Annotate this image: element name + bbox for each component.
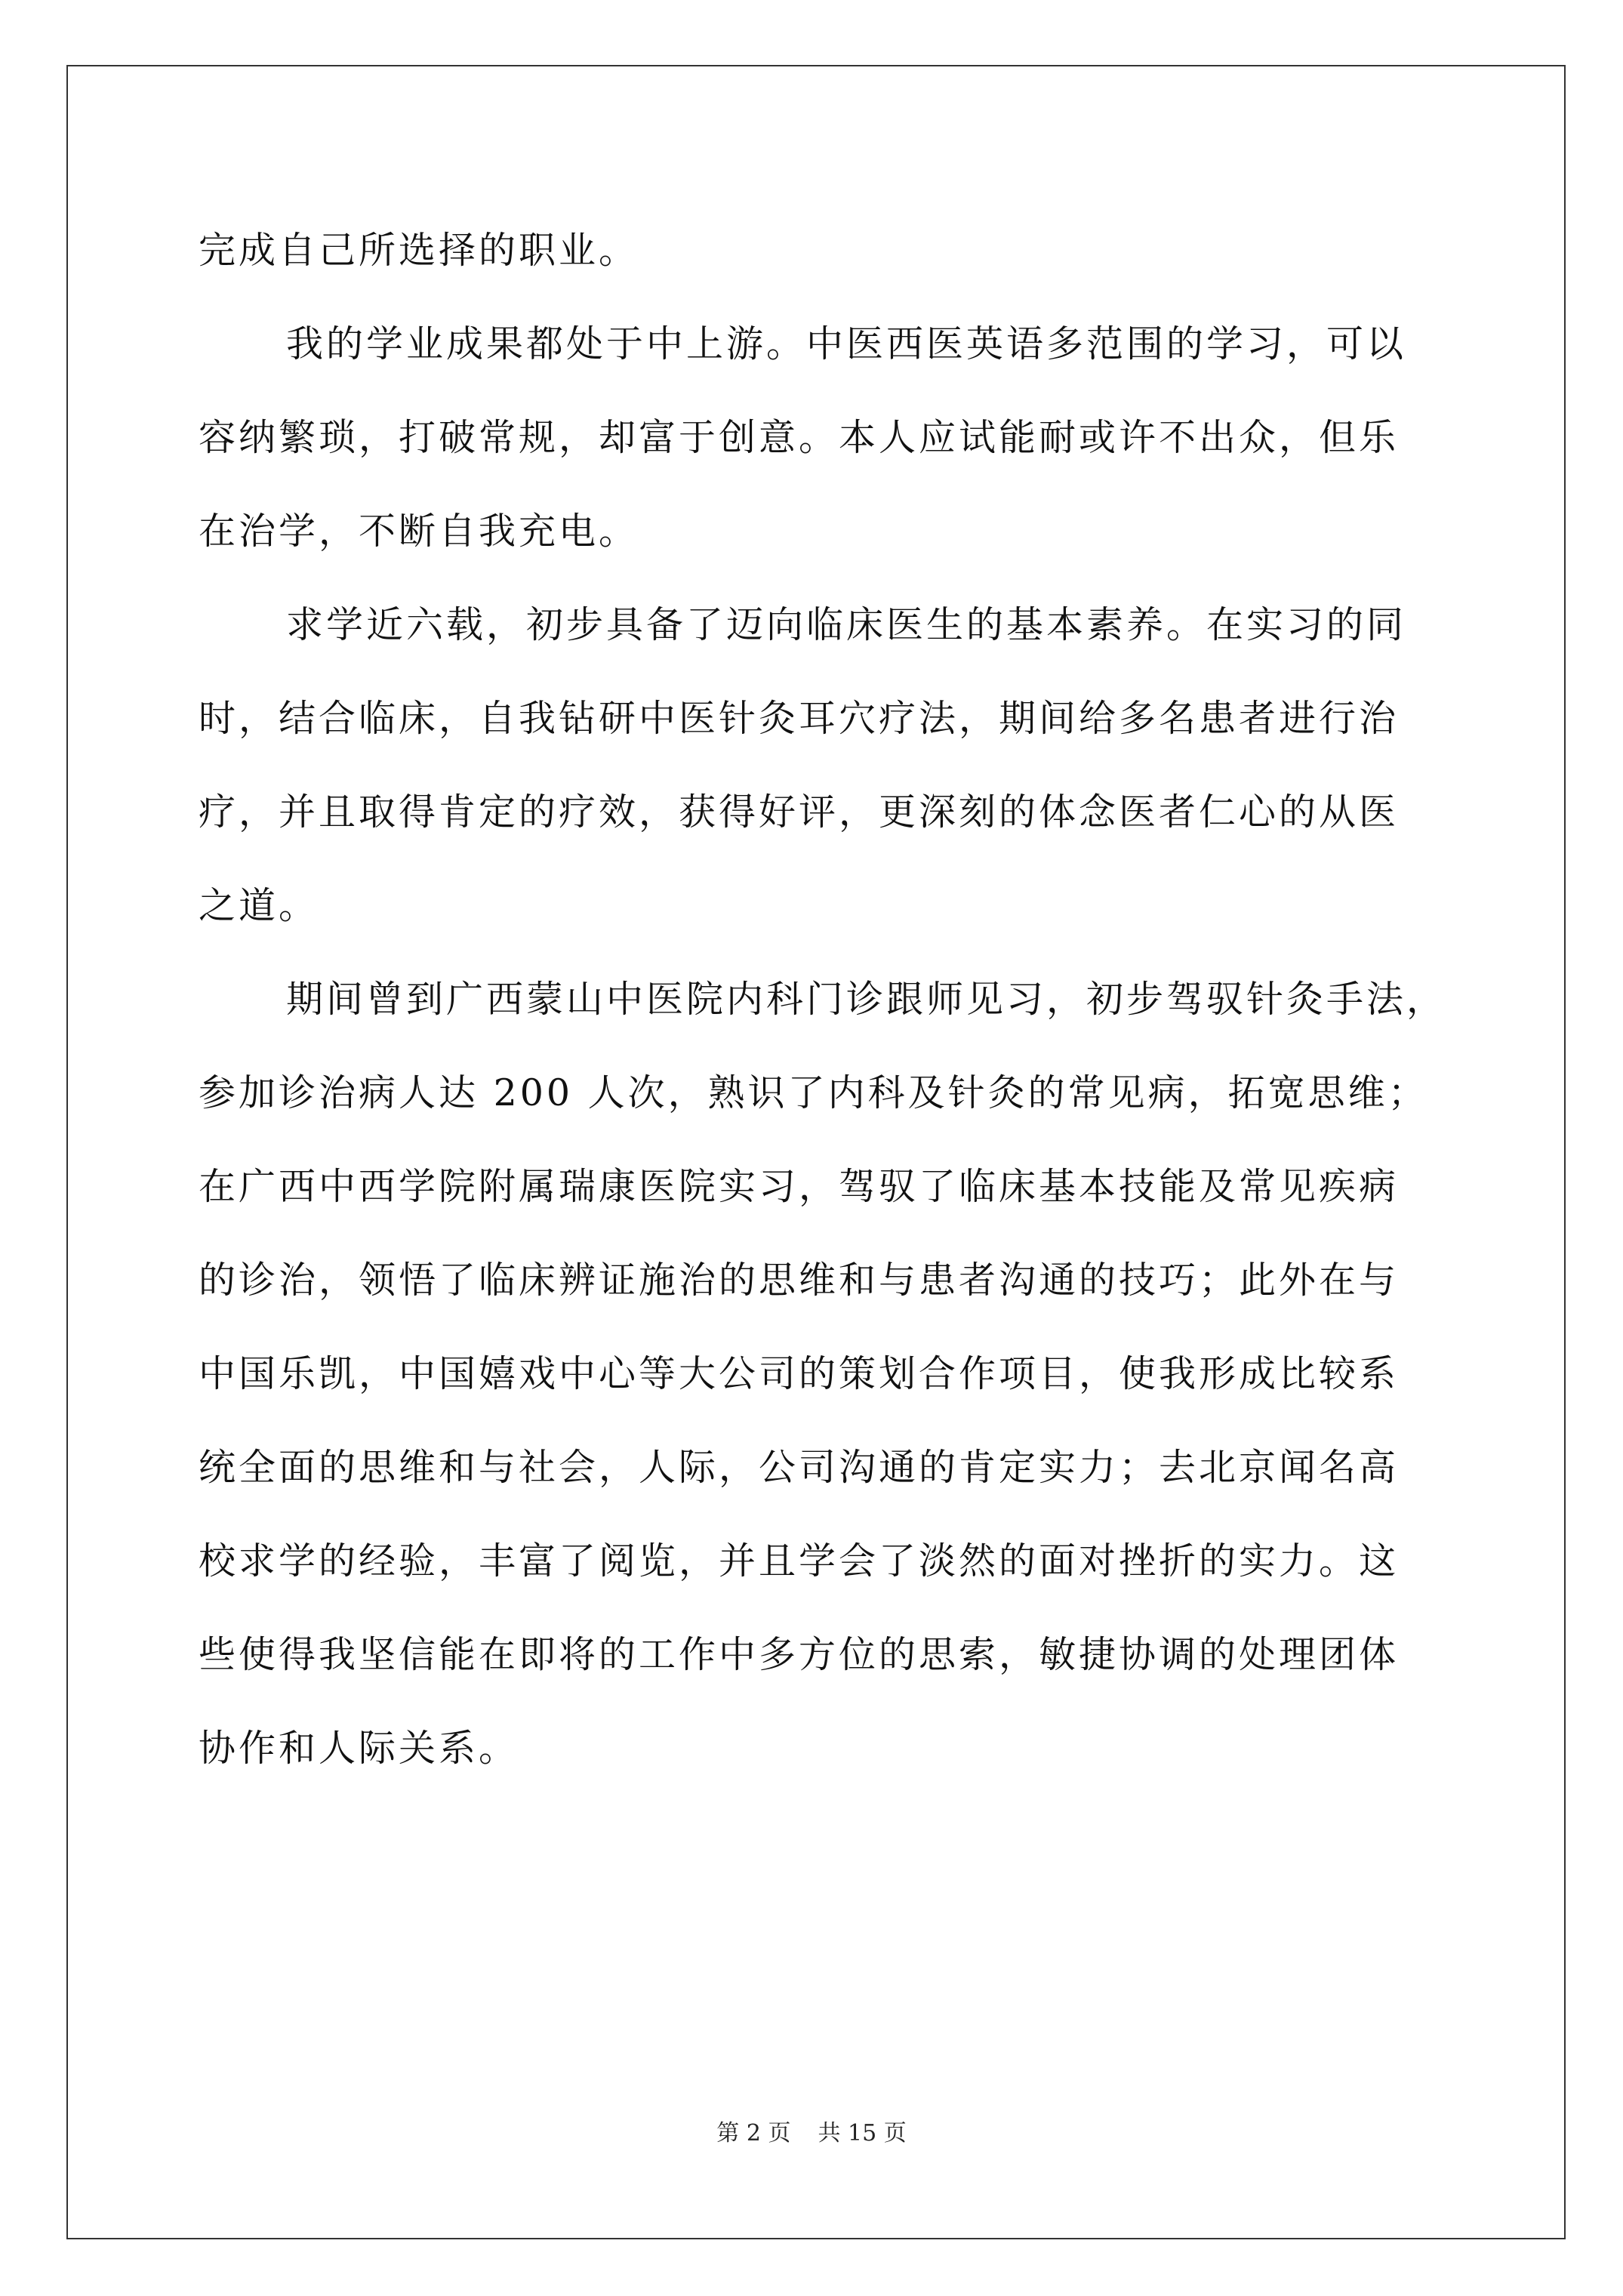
text-line: 之道。 [199,884,319,927]
text-line: 完成自己所选择的职业。 [199,229,639,272]
text-line: 协作和人际关系。 [199,1727,519,1770]
text-line: 校求学的经验，丰富了阅览，并且学会了淡然的面对挫折的实力。这 [199,1539,1400,1583]
text-line: 我的学业成果都处于中上游。中医西医英语多范围的学习，可以 [286,322,1407,365]
text-line: 统全面的思维和与社会，人际，公司沟通的肯定实力；去北京闻名高 [199,1446,1400,1489]
page-number: 第 2 页 [716,2120,791,2147]
page-footer [0,2114,1623,2147]
text-line: 时，结合临床，自我钻研中医针灸耳穴疗法，期间给多名患者进行治 [199,697,1400,740]
text-line: 在广西中西学院附属瑞康医院实习，驾驭了临床基本技能及常见疾病 [199,1165,1400,1208]
text-line: 期间曾到广西蒙山中医院内科门诊跟师见习，初步驾驭针灸手法， [286,978,1447,1021]
text-line: 疗，并且取得肯定的疗效，获得好评，更深刻的体念医者仁心的从医 [199,791,1400,834]
text-line: 些使得我坚信能在即将的工作中多方位的思索，敏捷协调的处理团体 [199,1633,1400,1676]
text-line: 求学近六载，初步具备了迈向临床医生的基本素养。在实习的同 [286,603,1407,646]
text-line: 参加诊治病人达 200 人次，熟识了内科及针灸的常见病，拓宽思维； [199,1071,1428,1114]
text-line: 中国乐凯，中国嬉戏中心等大公司的策划合作项目，使我形成比较系 [199,1352,1400,1395]
document-body [199,204,1447,1795]
page-total: 共 15 页 [818,2120,907,2147]
text-line: 在治学，不断自我充电。 [199,510,639,553]
text-line: 的诊治，领悟了临床辨证施治的思维和与患者沟通的技巧；此外在与 [199,1259,1400,1302]
text-line: 容纳繁琐，打破常规，却富于创意。本人应试能耐或许不出众，但乐 [199,416,1400,459]
